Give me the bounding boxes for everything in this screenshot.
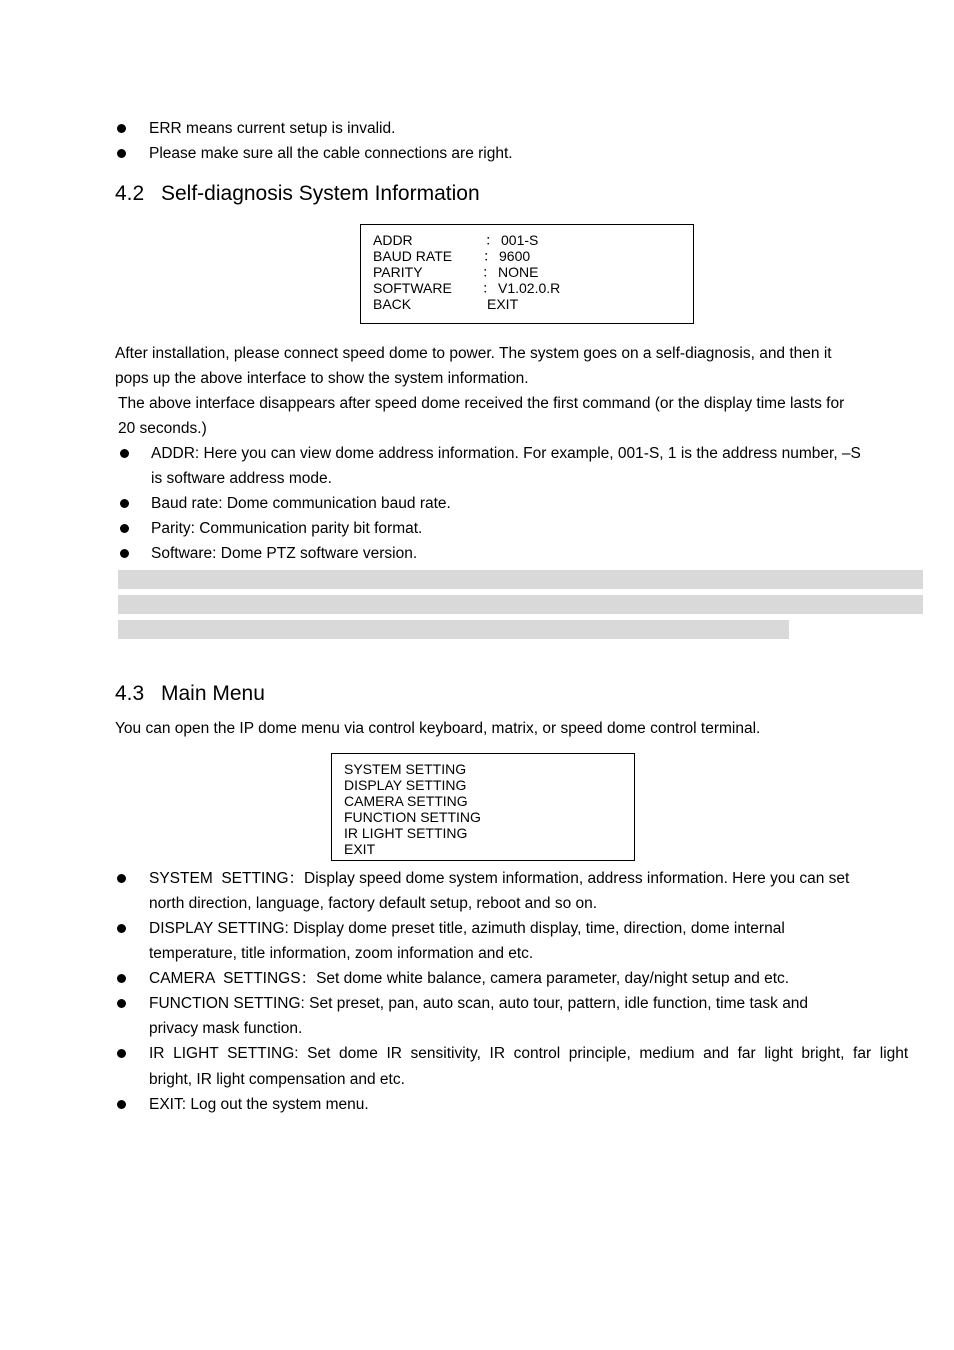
list-item: bright, IR light compensation and etc. xyxy=(149,1071,405,1088)
info-value: 001-S xyxy=(501,232,539,248)
redaction-bar xyxy=(118,595,923,614)
bullet-icon xyxy=(117,874,126,883)
list-item: is software address mode. xyxy=(151,470,332,487)
paragraph-line: pops up the above interface to show the system information. xyxy=(115,370,529,387)
info-sep: ： xyxy=(483,248,497,264)
redaction-bar xyxy=(118,620,789,639)
list-item: EXIT: Log out the system menu. xyxy=(149,1096,369,1113)
bullet-icon xyxy=(120,499,129,508)
list-item: privacy mask function. xyxy=(149,1020,303,1037)
info-value-wrap xyxy=(498,264,538,280)
info-value: 9600 xyxy=(499,248,531,264)
info-label: BACK xyxy=(373,296,412,312)
info-label: SOFTWARE xyxy=(373,280,452,296)
menu-item: CAMERA SETTING xyxy=(344,793,468,809)
info-separator xyxy=(482,280,496,296)
bullet-icon xyxy=(120,549,129,558)
list-item: DISPLAY SETTING: Display dome preset title, azimuth display, time, direction, dome internal xyxy=(149,920,785,937)
list-item: north direction, language, factory default setup, reboot and so on. xyxy=(149,895,598,912)
bullet-icon xyxy=(117,1100,126,1109)
info-sep: ： xyxy=(482,264,496,280)
menu-item: IR LIGHT SETTING xyxy=(344,825,468,841)
list-item: Software: Dome PTZ software version. xyxy=(151,545,418,562)
info-value-wrap xyxy=(498,280,560,296)
bullet-icon xyxy=(117,1049,126,1058)
list-item: SYSTEM SETTING：Display speed dome system information, address information. Here you can set xyxy=(149,870,850,887)
section-number: 4.2 xyxy=(115,182,145,205)
section-number: 4.3 xyxy=(115,682,145,705)
menu-item: EXIT xyxy=(344,841,376,857)
info-value-wrap xyxy=(499,248,530,264)
info-label: PARITY xyxy=(373,264,423,280)
bullet-icon xyxy=(117,974,126,983)
bullet-icon xyxy=(117,999,126,1008)
info-value-wrap xyxy=(487,296,518,312)
section-heading-4-3 xyxy=(115,681,265,707)
list-item: Parity: Communication parity bit format. xyxy=(151,520,423,537)
list-item: CAMERA SETTINGS：Set dome white balance, camera parameter, day/night setup and etc. xyxy=(149,970,790,987)
info-sep: ： xyxy=(485,232,499,248)
info-value: EXIT xyxy=(487,296,519,312)
menu-item: SYSTEM SETTING xyxy=(344,761,467,777)
bullet-icon xyxy=(120,524,129,533)
info-sep: ： xyxy=(482,280,496,296)
list-item: Please make sure all the cable connections are right. xyxy=(149,145,513,162)
info-label: ADDR xyxy=(373,232,413,248)
main-menu-screen xyxy=(331,753,635,861)
section-4-3-paragraph: You can open the IP dome menu via control keyboard, matrix, or speed dome control terminal. xyxy=(115,720,761,737)
info-row xyxy=(373,296,411,312)
paragraph-line: After installation, please connect speed dome to power. The system goes on a self-diagnosis, and then it xyxy=(115,345,832,362)
list-item: FUNCTION SETTING: Set preset, pan, auto scan, auto tour, pattern, idle function, time task and xyxy=(149,995,809,1012)
info-separator xyxy=(485,232,499,248)
info-value: V1.02.0.R xyxy=(498,280,561,296)
redaction-bar xyxy=(118,570,923,589)
menu-item: DISPLAY SETTING xyxy=(344,777,467,793)
system-info-screen xyxy=(360,224,694,324)
info-row xyxy=(373,248,452,264)
paragraph-line: 20 seconds.) xyxy=(118,420,207,437)
bullet-icon xyxy=(120,449,129,458)
info-row xyxy=(373,280,452,296)
list-item: Baud rate: Dome communication baud rate. xyxy=(151,495,451,512)
bullet-icon xyxy=(117,149,126,158)
section-title: Self-diagnosis System Information xyxy=(161,182,480,205)
info-row xyxy=(373,264,423,280)
list-item: ERR means current setup is invalid. xyxy=(149,120,396,137)
info-value: NONE xyxy=(498,264,539,280)
info-separator xyxy=(482,264,496,280)
list-item: ADDR: Here you can view dome address information. For example, 001-S, 1 is the address number, –S xyxy=(151,445,861,462)
list-item: IR LIGHT SETTING: Set dome IR sensitivity, IR control principle, medium and far light bright, far light xyxy=(149,1045,909,1062)
menu-item: FUNCTION SETTING xyxy=(344,809,481,825)
bullet-icon xyxy=(117,124,126,133)
paragraph-line: The above interface disappears after speed dome received the first command (or the display time lasts for xyxy=(118,395,845,412)
info-value-wrap xyxy=(501,232,538,248)
section-title: Main Menu xyxy=(161,682,265,705)
info-separator xyxy=(483,248,497,264)
list-item: temperature, title information, zoom information and etc. xyxy=(149,945,534,962)
bullet-icon xyxy=(117,924,126,933)
info-row xyxy=(373,232,413,248)
section-heading-4-2 xyxy=(115,181,480,207)
info-label: BAUD RATE xyxy=(373,248,453,264)
